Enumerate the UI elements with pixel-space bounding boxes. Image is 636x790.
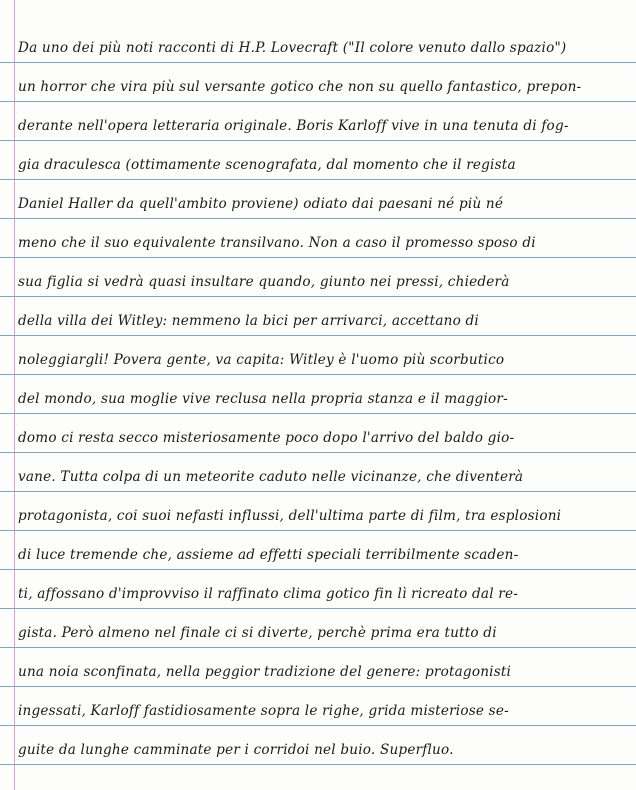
handwritten-line: Daniel Haller da quell'ambito proviene) odiato dai paesani né più né: [18, 196, 504, 212]
ruled-line: [0, 452, 636, 453]
handwritten-line: una noia sconfinata, nella peggior tradizione del genere: protagonisti: [18, 664, 512, 680]
handwritten-line: guite da lunghe camminate per i corridoi nel buio. Superfluo.: [18, 742, 454, 758]
ruled-line: [0, 764, 636, 765]
handwritten-line: domo ci resta secco misteriosamente poco dopo l'arrivo del baldo gio-: [18, 430, 515, 446]
ruled-line: [0, 101, 636, 102]
handwritten-line: un horror che vira più sul versante gotico che non su quello fantastico, prepon-: [18, 79, 582, 95]
ruled-line: [0, 296, 636, 297]
handwritten-line: del mondo, sua moglie vive reclusa nella propria stanza e il maggior-: [18, 391, 508, 407]
ruled-line: [0, 686, 636, 687]
ruled-line: [0, 491, 636, 492]
handwritten-line: della villa dei Witley: nemmeno la bici per arrivarci, accettano di: [18, 313, 479, 329]
ruled-line: [0, 62, 636, 63]
handwritten-line: meno che il suo equivalente transilvano. Non a caso il promesso sposo di: [18, 235, 536, 251]
ruled-line: [0, 413, 636, 414]
ruled-line: [0, 530, 636, 531]
ruled-line: [0, 257, 636, 258]
handwritten-line: Da uno dei più noti racconti di H.P. Lovecraft ("Il colore venuto dallo spazio"): [18, 40, 567, 56]
ruled-line: [0, 374, 636, 375]
ruled-line: [0, 179, 636, 180]
handwritten-line: ti, affossano d'improvviso il raffinato clima gotico fin lì ricreato dal re-: [18, 586, 519, 602]
margin-line: [14, 0, 15, 790]
handwritten-line: vane. Tutta colpa di un meteorite caduto nelle vicinanze, che diventerà: [18, 469, 524, 485]
handwritten-line: noleggiargli! Povera gente, va capita: Witley è l'uomo più scorbutico: [18, 352, 505, 368]
handwritten-line: protagonista, coi suoi nefasti influssi, dell'ultima parte di film, tra esplosioni: [18, 508, 562, 524]
handwritten-line: ingessati, Karloff fastidiosamente sopra le righe, grida misteriose se-: [18, 703, 509, 719]
handwritten-line: gia draculesca (ottimamente scenografata, dal momento che il regista: [18, 157, 516, 173]
ruled-line: [0, 335, 636, 336]
ruled-line: [0, 608, 636, 609]
handwritten-line: di luce tremende che, assieme ad effetti speciali terribilmente scaden-: [18, 547, 519, 563]
ruled-line: [0, 647, 636, 648]
handwritten-line: gista. Però almeno nel finale ci si diverte, perchè prima era tutto di: [18, 625, 497, 641]
ruled-line: [0, 140, 636, 141]
handwritten-line: sua figlia si vedrà quasi insultare quando, giunto nei pressi, chiederà: [18, 274, 510, 290]
handwritten-line: derante nell'opera letteraria originale. Boris Karloff vive in una tenuta di fog-: [18, 118, 569, 134]
ruled-line: [0, 725, 636, 726]
ruled-line: [0, 569, 636, 570]
ruled-line: [0, 218, 636, 219]
